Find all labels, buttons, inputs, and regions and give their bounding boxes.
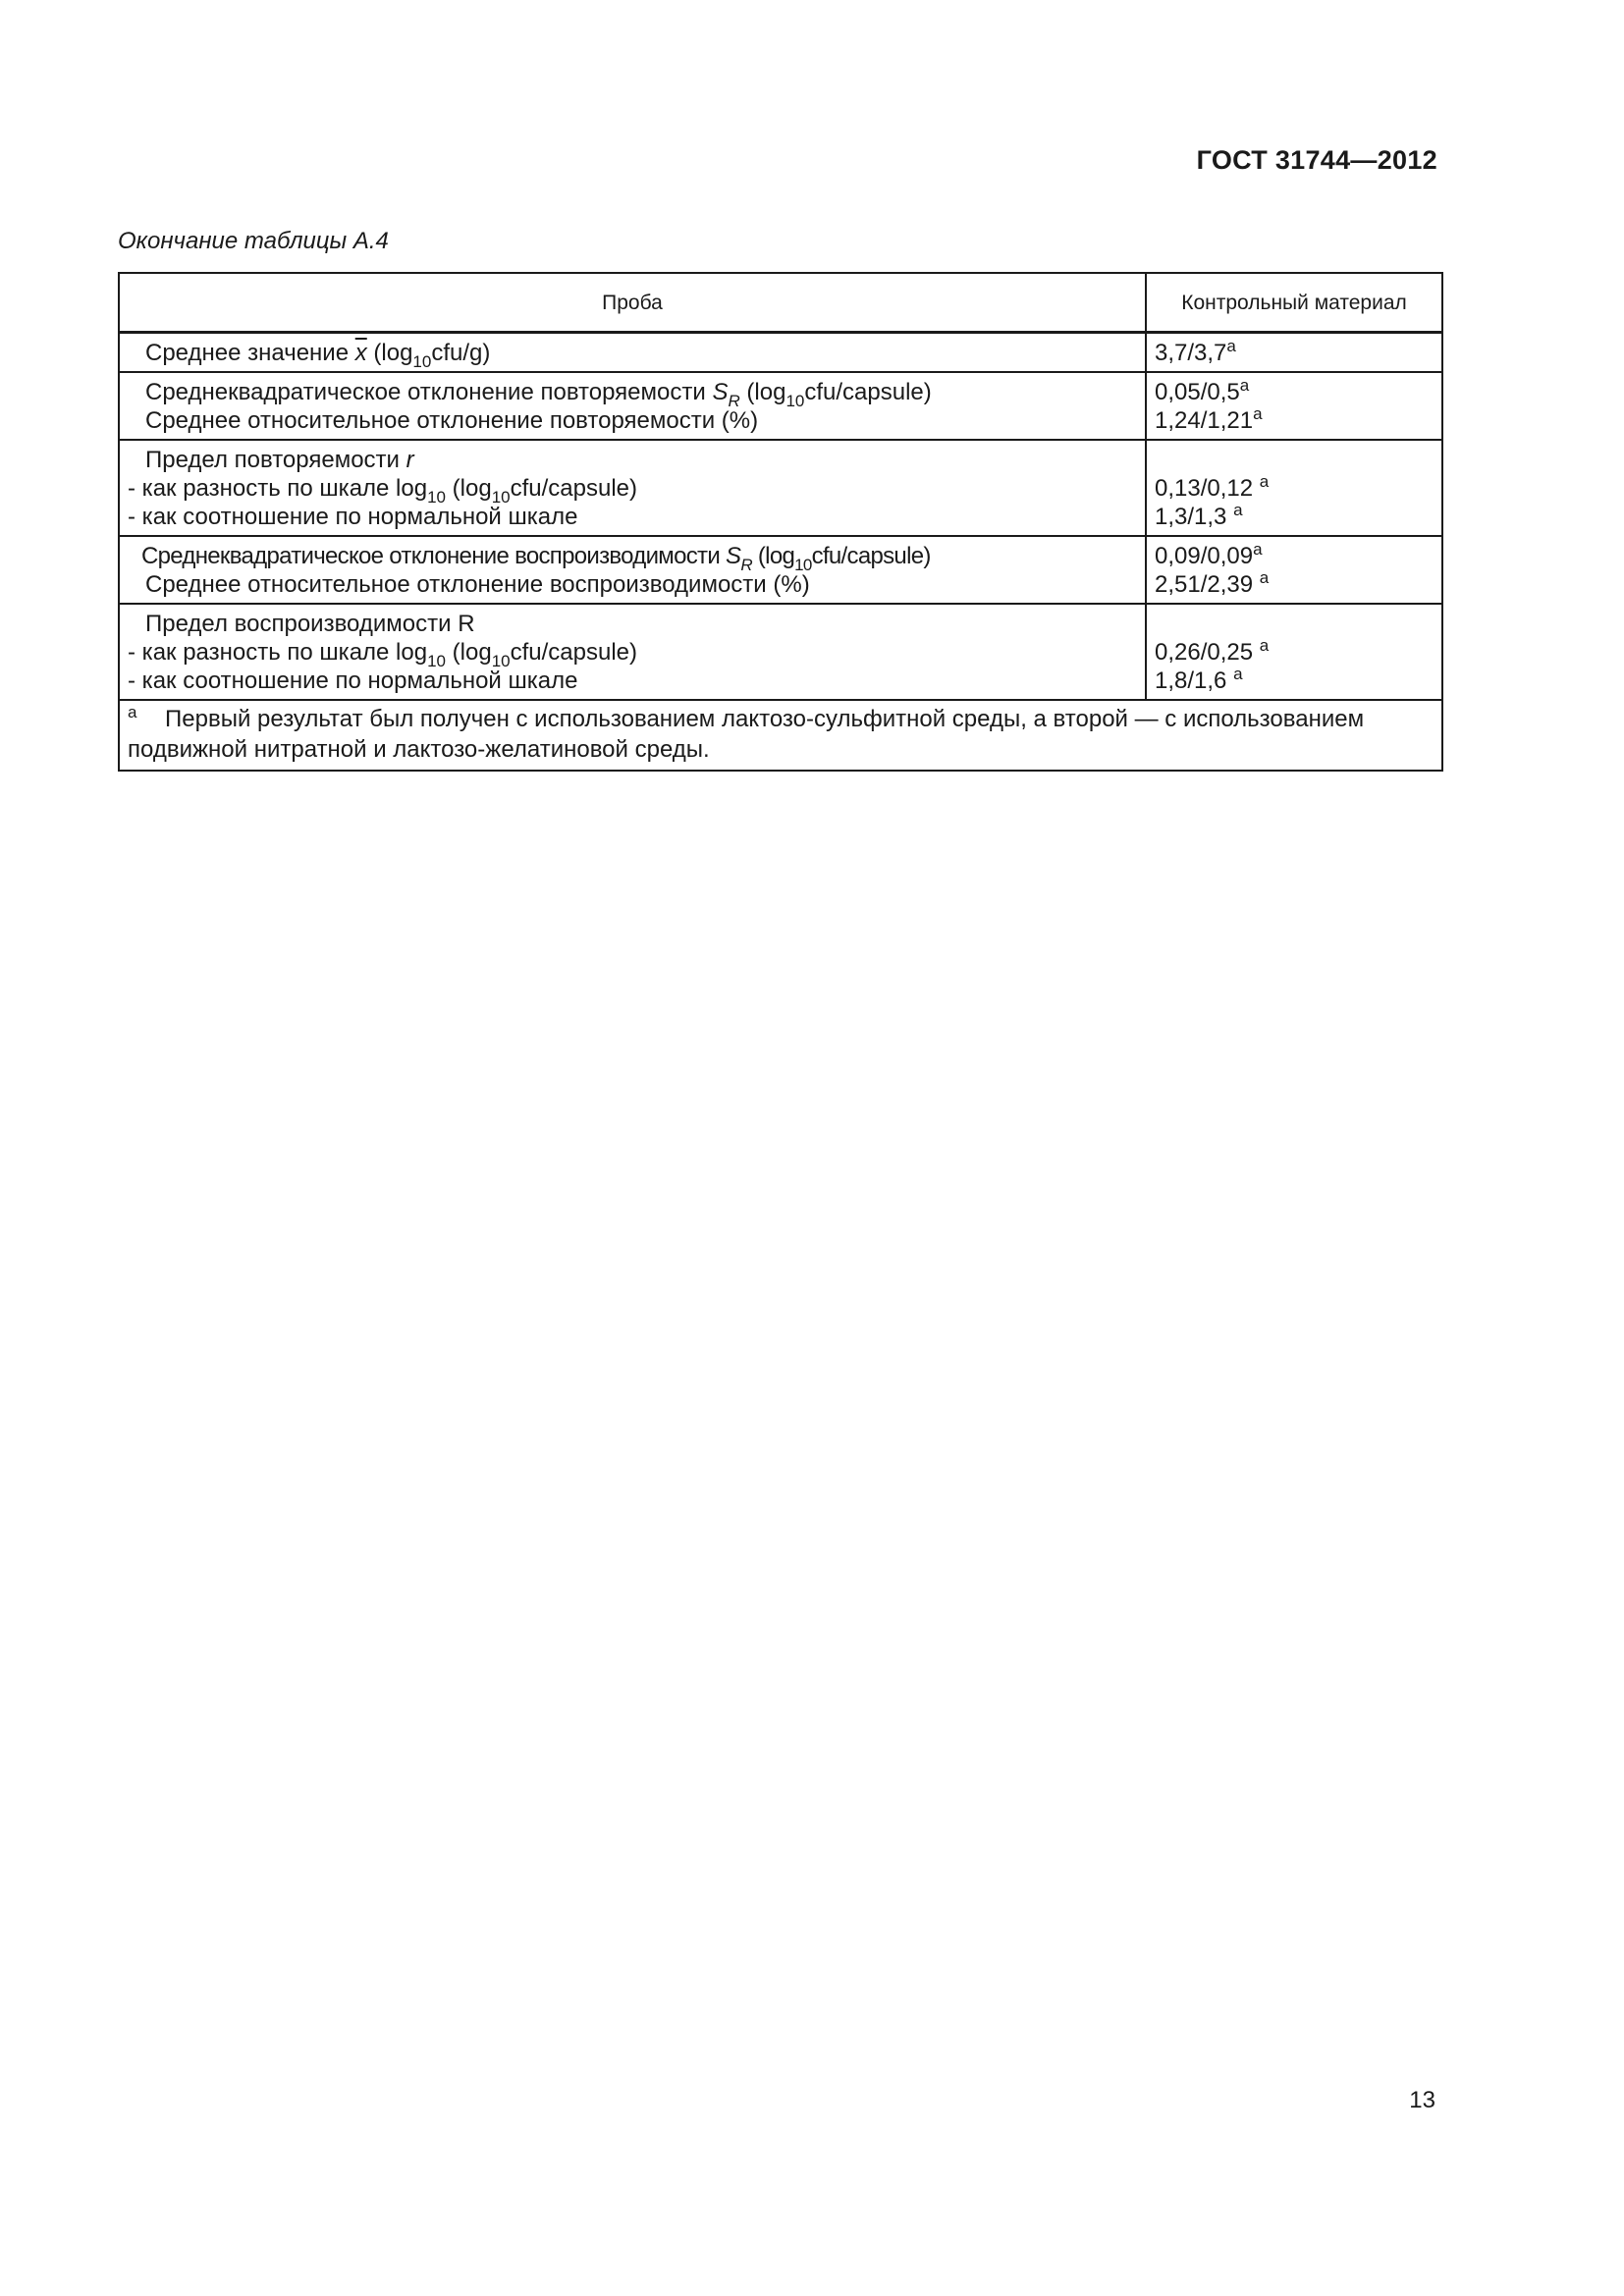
value-line xyxy=(1155,638,1434,667)
label-line: - как соотношение по нормальной шкале xyxy=(128,504,578,530)
value: 0,13/0,12 xyxy=(1155,475,1260,502)
symbol: S xyxy=(726,543,741,569)
subscript: 10 xyxy=(427,488,447,507)
value: 3,7/3,7 xyxy=(1155,340,1227,366)
header-sample: Проба xyxy=(119,273,1146,333)
label-line xyxy=(145,378,1137,410)
text-part: cfu/capsule) xyxy=(811,543,931,569)
value: 1,24/1,21 xyxy=(1155,407,1254,434)
table-caption: Окончание таблицы А.4 xyxy=(118,228,389,254)
value: 1,3/1,3 xyxy=(1155,504,1234,530)
value-line xyxy=(1155,542,1434,570)
text-part: (log xyxy=(446,639,492,666)
row-value-cell xyxy=(1146,604,1442,700)
value: 0,09/0,09 xyxy=(1155,543,1254,569)
row-value-cell xyxy=(1146,333,1442,373)
symbol: r xyxy=(406,447,414,473)
page-number: 13 xyxy=(1409,2087,1435,2113)
text-part: - как разность по шкале log xyxy=(128,475,428,502)
value-line xyxy=(1155,406,1434,435)
footnote-ref: a xyxy=(1259,636,1270,655)
subscript: 10 xyxy=(412,352,432,371)
footnote-ref: a xyxy=(1253,404,1263,423)
row-label-cell xyxy=(119,604,1146,700)
mean-symbol: $\overline{x}$ xyxy=(354,340,367,366)
footnote-ref: a xyxy=(1233,665,1243,683)
text-part: cfu/capsule) xyxy=(510,475,638,502)
value-line xyxy=(1155,446,1434,474)
footnote-cell xyxy=(119,700,1442,771)
text-part: (log xyxy=(739,379,786,405)
text-part: cfu/g) xyxy=(431,340,491,366)
row-label-cell xyxy=(119,372,1146,440)
row-value-cell xyxy=(1146,440,1442,536)
footnote-ref: a xyxy=(1259,472,1270,491)
value: 0,26/0,25 xyxy=(1155,639,1260,666)
value-text xyxy=(1147,373,1441,439)
label-line xyxy=(128,474,1137,507)
label-text xyxy=(120,373,1145,439)
value: 1,8/1,6 xyxy=(1155,667,1234,694)
table-row xyxy=(119,440,1442,536)
row-label-cell xyxy=(119,333,1146,373)
subscript: 10 xyxy=(491,652,511,670)
text-part: - как разность по шкале log xyxy=(128,639,428,666)
value-line xyxy=(1155,667,1434,695)
label-text xyxy=(120,605,1145,699)
label-line xyxy=(128,638,1137,670)
row-value-cell xyxy=(1146,536,1442,604)
text-part: Среднее значение xyxy=(145,340,355,366)
footnote-ref: a xyxy=(1259,568,1270,587)
header-control-material: Контрольный материал xyxy=(1146,273,1442,333)
text-part: cfu/capsule) xyxy=(804,379,932,405)
subscript: R xyxy=(740,556,752,574)
table-row xyxy=(119,333,1442,373)
footnote-ref: a xyxy=(1239,376,1250,395)
row-value-cell xyxy=(1146,372,1442,440)
label-line xyxy=(128,446,1137,474)
value-line xyxy=(1155,503,1434,531)
footnote-ref: a xyxy=(1233,501,1243,519)
value-text xyxy=(1147,605,1441,699)
value-line xyxy=(1155,339,1434,367)
row-label-cell xyxy=(119,536,1146,604)
value: 2,51/2,39 xyxy=(1155,571,1260,598)
footnote-ref: a xyxy=(1253,540,1263,559)
value-text xyxy=(1147,334,1441,371)
value-line xyxy=(1155,570,1434,599)
footnote-mark: a xyxy=(128,703,137,721)
row-label-cell xyxy=(119,440,1146,536)
subscript: 10 xyxy=(427,652,447,670)
subscript: R xyxy=(728,392,740,410)
table-row xyxy=(119,604,1442,700)
footnote-ref: a xyxy=(1226,337,1236,355)
label-text xyxy=(120,537,1145,603)
subscript: 10 xyxy=(794,556,812,574)
symbol: S xyxy=(712,379,729,405)
text-part: Предел повторяемости xyxy=(145,447,406,473)
subscript: 10 xyxy=(785,392,805,410)
text-part: (log xyxy=(751,543,795,569)
value-text xyxy=(1147,441,1441,535)
text-part: (log xyxy=(366,340,413,366)
label-line: Предел воспроизводимости R xyxy=(145,611,475,637)
label-line: Среднее относительное отклонение воспроизводимости (%) xyxy=(145,571,810,598)
text-part: Среднеквадратическое отклонение воспроизводимости xyxy=(141,543,727,569)
label-line xyxy=(141,542,1137,574)
label-line: Среднее относительное отклонение повторяемости (%) xyxy=(145,407,759,434)
document-code: ГОСТ 31744—2012 xyxy=(1196,145,1437,175)
value-line xyxy=(1155,610,1434,638)
label-text xyxy=(120,441,1145,535)
footnote-row xyxy=(119,700,1442,771)
table-header-row xyxy=(119,273,1442,333)
table-row xyxy=(119,536,1442,604)
value: 0,05/0,5 xyxy=(1155,379,1240,405)
footnote-text: Первый результат был получен с использованием лактозо-сульфитной среды, а второй — с использованием подвижной нитратной и лактозо-желатиновой среды. xyxy=(128,706,1365,763)
label-text xyxy=(120,334,1145,371)
label-line: - как соотношение по нормальной шкале xyxy=(128,667,578,694)
label-line xyxy=(145,339,1137,371)
value-line xyxy=(1155,474,1434,503)
results-table xyxy=(118,272,1443,772)
text-part: cfu/capsule) xyxy=(510,639,638,666)
subscript: 10 xyxy=(491,488,511,507)
table-row xyxy=(119,372,1442,440)
value-text xyxy=(1147,537,1441,603)
text-part: (log xyxy=(446,475,492,502)
text-part: Среднеквадратическое отклонение повторяемости xyxy=(145,379,713,405)
value-line xyxy=(1155,378,1434,406)
